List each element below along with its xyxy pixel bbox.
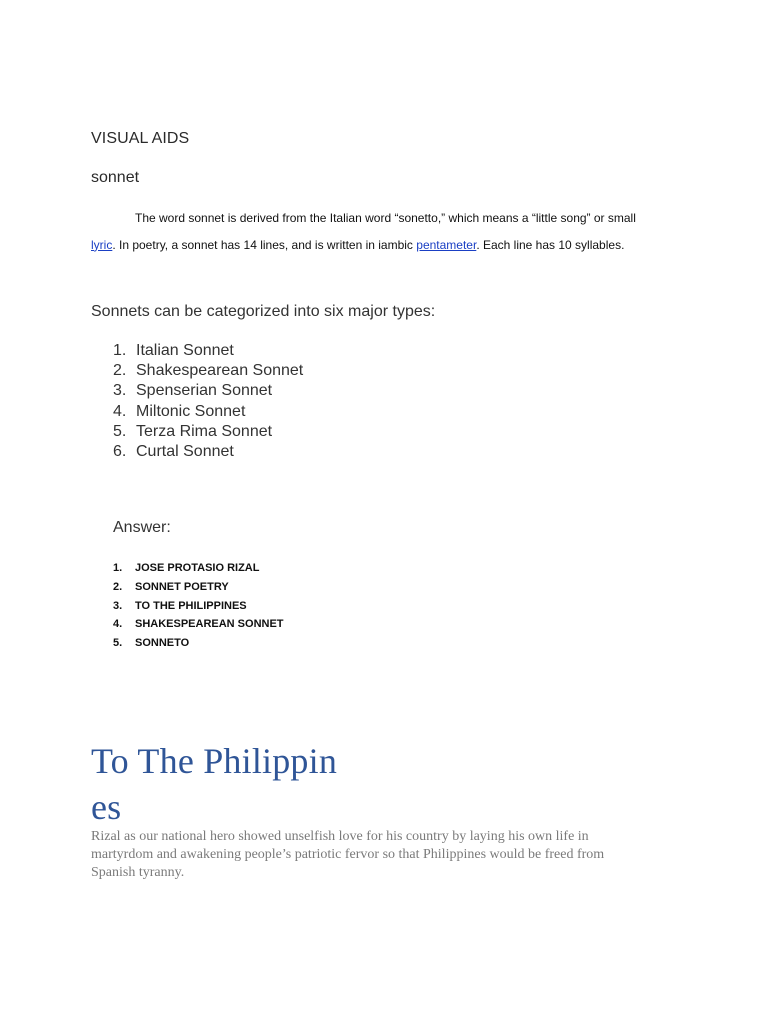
pentameter-link[interactable]: pentameter <box>416 237 477 252</box>
list-item-label: Shakespearean Sonnet <box>136 362 304 380</box>
list-number: 3. <box>113 599 123 612</box>
answer-label: TO THE PHILIPPINES <box>135 599 247 612</box>
answer-label: SONNET POETRY <box>135 580 229 593</box>
list-item <box>113 381 303 401</box>
answers-list <box>113 559 284 653</box>
list-item <box>113 361 303 381</box>
list-item-label: Italian Sonnet <box>136 342 234 359</box>
list-item <box>113 442 303 462</box>
sonnet-types-list <box>113 341 303 462</box>
answer-item <box>113 615 284 634</box>
answer-item <box>113 559 284 578</box>
paragraph-text-2: . In poetry, a sonnet has 14 lines, and is written in iambic <box>112 237 417 252</box>
list-number: 2. <box>113 362 127 380</box>
heading-visual-aids: VISUAL AIDS <box>91 130 190 147</box>
list-number: 4. <box>113 402 127 420</box>
list-number: 5. <box>113 637 123 650</box>
list-item <box>113 341 303 361</box>
answer-label: SONNETO <box>135 637 190 650</box>
paragraph-text-1: The word sonnet is derived from the Italian word “sonetto,” which means a “little song” or small <box>135 211 636 225</box>
list-number: 5. <box>113 422 127 440</box>
list-number: 1. <box>113 562 123 574</box>
answer-item <box>113 634 284 653</box>
poem-description: Rizal as our national hero showed unselfish love for his country by laying his own life in martyrdom and awakening people’s patriotic fervor so that Philippines would be freed from Spanish tyranny. <box>91 829 605 880</box>
list-item-label: Spenserian Sonnet <box>136 382 273 400</box>
paragraph-text-3: . Each line has 10 syllables. <box>476 237 625 252</box>
lyric-link[interactable]: lyric <box>91 237 113 252</box>
answer-label: JOSE PROTASIO RIZAL <box>135 562 260 574</box>
subheading-sonnet: sonnet <box>91 169 140 186</box>
list-item <box>113 402 303 422</box>
answer-label: SHAKESPEAREAN SONNET <box>135 618 284 631</box>
list-item <box>113 422 303 442</box>
answer-item <box>113 578 284 597</box>
list-number: 6. <box>113 443 127 461</box>
definition-paragraph <box>91 205 651 258</box>
list-item-label: Curtal Sonnet <box>136 443 234 461</box>
list-item-label: Terza Rima Sonnet <box>136 422 273 440</box>
list-number: 2. <box>113 580 123 593</box>
list-number: 3. <box>113 382 127 400</box>
list-number: 4. <box>113 618 123 631</box>
poem-title: To The Philippines <box>91 741 338 827</box>
list-number: 1. <box>113 342 127 359</box>
list-item-label: Miltonic Sonnet <box>136 402 246 420</box>
answer-heading: Answer: <box>113 519 171 536</box>
types-intro: Sonnets can be categorized into six major types: <box>91 303 436 320</box>
answer-item <box>113 597 284 616</box>
